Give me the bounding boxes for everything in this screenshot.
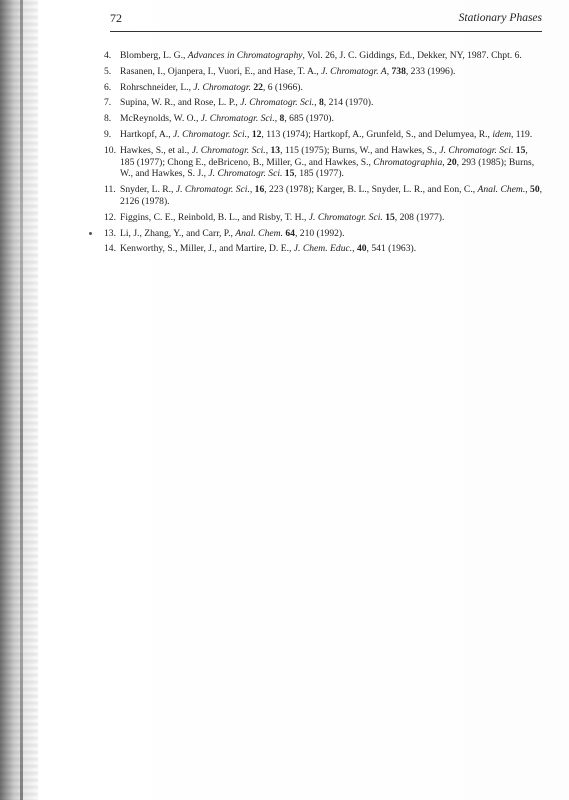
- reference-segment: Blomberg, L. G.,: [120, 50, 188, 61]
- reference-segment: ,: [442, 156, 448, 168]
- reference-text: [120, 184, 542, 207]
- reference-text: [120, 228, 345, 239]
- reference-number: 10.: [104, 144, 116, 156]
- reference-segment: ,: [352, 243, 357, 255]
- stray-ink-dot: [89, 232, 92, 235]
- reference-segment: , 119.: [511, 128, 533, 140]
- reference-segment: ,: [265, 144, 271, 156]
- reference-title-italic: Anal. Chem.: [477, 184, 526, 196]
- reference-item: [104, 66, 544, 78]
- reference-segment: ,: [386, 65, 392, 77]
- reference-segment: , 685 (1970).: [284, 113, 334, 125]
- reference-text: [120, 129, 532, 140]
- reference-segment: , 214 (1970).: [323, 97, 374, 109]
- reference-item: [104, 212, 544, 224]
- reference-segment: , 208 (1977).: [394, 211, 445, 223]
- reference-volume-bold: 8: [279, 113, 285, 125]
- reference-text: [120, 82, 303, 93]
- reference-item: [104, 50, 544, 62]
- reference-volume-bold: 15: [385, 211, 395, 223]
- reference-segment: Figgins, C. E., Reinbold, B. L., and Risby, T. H.,: [120, 211, 309, 223]
- reference-segment: , 210 (1992).: [294, 227, 345, 239]
- reference-title-italic: J. Chromatogr. Sci.: [439, 144, 514, 156]
- reference-segment: , 233 (1996).: [405, 65, 456, 77]
- reference-number: 13.: [104, 227, 116, 239]
- reference-segment: ,: [247, 128, 252, 140]
- reference-segment: Rasanen, I., Ojanpera, I., Vuori, E., and Hase, T. A.,: [120, 65, 322, 77]
- reference-segment: Hawkes, S., et al.,: [120, 144, 192, 156]
- reference-title-italic: J. Chromatogr. Sci.: [208, 168, 283, 180]
- reference-volume-bold: 8: [319, 97, 324, 109]
- reference-volume-bold: 22: [253, 81, 263, 93]
- reference-segment: Li, J., Zhang, Y., and Carr, P.,: [120, 227, 236, 239]
- page-header: [110, 9, 542, 31]
- reference-segment: , Vol. 26, J. C. Giddings, Ed., Dekker, NY, 1987. Chpt. 6.: [302, 50, 522, 61]
- reference-title-italic: J. Chromatogr. Sci.: [240, 97, 315, 109]
- reference-segment: Snyder, L. R.,: [120, 184, 176, 196]
- reference-segment: Kenworthy, S., Miller, J., and Martire, D. E.,: [120, 243, 294, 255]
- reference-segment: , 223 (1978); Karger, B. L., Snyder, L. R., and Eon, C.,: [264, 184, 478, 196]
- reference-volume-bold: 738: [391, 65, 406, 77]
- reference-segment: McReynolds, W. O.,: [120, 113, 201, 125]
- reference-title-italic: Chromatographia: [373, 156, 443, 168]
- reference-number: 6.: [104, 81, 112, 93]
- reference-number: 12.: [104, 211, 116, 223]
- reference-volume-bold: 50: [530, 184, 540, 196]
- reference-segment: , 293 (1985); Burns, W., and Hawkes, S. J.,: [120, 156, 535, 180]
- reference-number: 11.: [104, 184, 116, 196]
- reference-segment: ,: [249, 184, 255, 196]
- reference-title-italic: idem: [492, 128, 511, 140]
- header-rule: [110, 31, 542, 32]
- reference-text: [120, 243, 416, 254]
- reference-segment: , 541 (1963).: [366, 243, 417, 255]
- reference-text: [120, 50, 522, 61]
- reference-segment: , 115 (1975); Burns, W., and Hawkes, S.,: [280, 144, 440, 156]
- reference-item: [104, 184, 544, 208]
- reference-segment: , 185 (1977); Chong E., deBriceno, B., Miller, G., and Hawkes, S.,: [120, 144, 528, 168]
- reference-list: [104, 50, 544, 259]
- reference-volume-bold: 40: [356, 243, 367, 255]
- reference-volume-bold: 13: [270, 144, 281, 156]
- reference-text: [120, 97, 373, 108]
- reference-segment: , 6 (1966).: [262, 81, 303, 93]
- reference-number: 4.: [104, 50, 112, 61]
- reference-segment: Rohrschneider, L.,: [120, 81, 194, 93]
- running-head: Stationary Phases: [458, 12, 542, 24]
- page-number: 72: [110, 11, 122, 25]
- reference-number: 7.: [104, 97, 112, 109]
- book-spine-shadow: [0, 0, 38, 800]
- reference-segment: , 2126 (1978).: [120, 184, 543, 207]
- book-gutter-edge: [20, 0, 23, 800]
- reference-item: [104, 243, 544, 255]
- reference-volume-bold: 20: [447, 156, 457, 168]
- reference-title-italic: J. Chromatogr. Sci.: [191, 144, 266, 156]
- reference-title-italic: J. Chromatogr.: [193, 81, 251, 93]
- reference-title-italic: Anal. Chem.: [235, 227, 283, 239]
- reference-volume-bold: 15: [284, 168, 295, 180]
- reference-number: 5.: [104, 65, 112, 77]
- reference-number: 14.: [104, 243, 116, 255]
- reference-volume-bold: 12: [251, 128, 262, 140]
- reference-number: 9.: [104, 128, 112, 140]
- reference-segment: ,: [314, 97, 319, 109]
- reference-title-italic: J. Chromatogr. Sci.: [308, 211, 383, 223]
- reference-text: [120, 66, 455, 77]
- reference-item: [104, 82, 544, 94]
- reference-segment: Hartkopf, A.,: [120, 128, 174, 140]
- reference-volume-bold: 64: [285, 227, 295, 239]
- reference-title-italic: J. Chromatogr. Sci.: [200, 113, 275, 125]
- reference-segment: , 113 (1974); Hartkopf, A., Grunfeld, S., and Delumyea, R.,: [261, 128, 493, 140]
- reference-text: [120, 212, 444, 223]
- reference-title-italic: J. Chromatogr. A: [321, 65, 387, 77]
- reference-segment: , 185 (1977).: [294, 168, 344, 180]
- reference-title-italic: Advances in Chromatography: [187, 50, 303, 61]
- reference-volume-bold: 15: [515, 144, 526, 156]
- reference-title-italic: J. Chromatogr. Sci.: [173, 128, 248, 140]
- reference-item: [104, 228, 544, 240]
- reference-number: 8.: [104, 113, 112, 125]
- reference-text: [120, 113, 334, 124]
- reference-volume-bold: 16: [254, 184, 265, 196]
- reference-item: [104, 145, 544, 180]
- reference-item: [104, 97, 544, 109]
- reference-item: [104, 113, 544, 125]
- reference-title-italic: J. Chromatogr. Sci.: [175, 184, 250, 196]
- reference-segment: ,: [525, 184, 531, 196]
- reference-segment: ,: [274, 113, 280, 125]
- reference-segment: Supina, W. R., and Rose, L. P.,: [120, 97, 241, 109]
- reference-item: [104, 129, 544, 141]
- reference-title-italic: J. Chem. Educ.: [293, 243, 353, 255]
- reference-text: [120, 145, 534, 180]
